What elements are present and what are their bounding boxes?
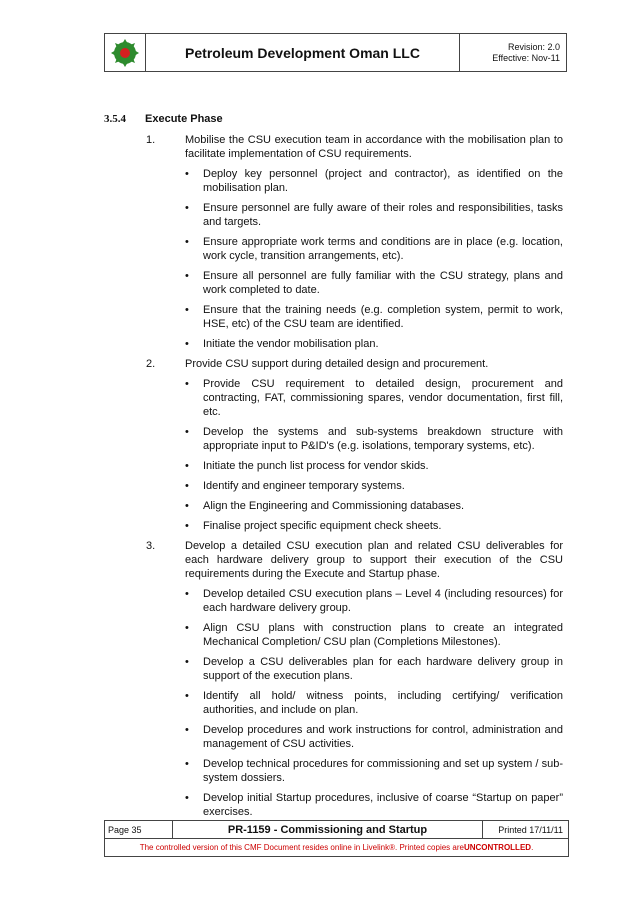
bullet-item [185, 425, 563, 453]
numbered-item [146, 133, 563, 161]
bullet-item [185, 337, 563, 351]
bullet-item [185, 499, 563, 513]
bullet-item [185, 655, 563, 683]
company-name: Petroleum Development Oman LLC [185, 44, 420, 61]
bullet-icon: • [185, 426, 189, 438]
bullet-text: Align CSU plans with construction plans to create an integrated Mechanical Completion/ CSU plan (Completions Milestones). [203, 622, 563, 648]
page-number: Page 35 [105, 821, 173, 838]
bullet-text: Provide CSU requirement to detailed design, procurement and contracting, FAT, commissioning spares, vendor documentation, first fill, etc. [203, 378, 563, 418]
bullet-item [185, 235, 563, 263]
control-notice [105, 839, 568, 856]
bullet-icon: • [185, 690, 189, 702]
bullet-icon: • [185, 480, 189, 492]
bullet-icon: • [185, 304, 189, 316]
section-body [146, 133, 563, 825]
bullet-icon: • [185, 520, 189, 532]
bullet-item [185, 459, 563, 473]
bullet-icon: • [185, 202, 189, 214]
item-number: 1. [146, 134, 156, 146]
document-title: PR-1159 - Commissioning and Startup [227, 823, 428, 836]
printed-date: Printed 17/11/11 [482, 821, 568, 838]
bullet-text: Develop the systems and sub-systems breakdown structure with appropriate input to P&ID's (e.g. isolations, temporary systems, etc). [203, 426, 563, 452]
revision-text: Revision: 2.0 [507, 41, 560, 52]
bullet-text: Develop technical procedures for commissioning and set up system / sub-system dossiers. [203, 758, 563, 784]
section-number: 3.5.4 [104, 113, 126, 125]
bullet-text: Ensure personnel are fully aware of their roles and responsibilities, tasks and targets. [203, 202, 563, 228]
bullet-text: Deploy key personnel (project and contractor), as identified on the mobilisation plan. [203, 168, 563, 194]
bullet-item [185, 167, 563, 195]
bullet-text: Develop procedures and work instructions for control, administration and management of CSU activities. [203, 724, 563, 750]
bullet-icon: • [185, 460, 189, 472]
bullet-icon: • [185, 792, 189, 804]
item-text: Mobilise the CSU execution team in accordance with the mobilisation plan to facilitate implementation of CSU requirements. [185, 134, 563, 160]
bullet-item [185, 723, 563, 751]
bullet-item [185, 479, 563, 493]
bullet-item [185, 201, 563, 229]
bullet-item [185, 587, 563, 615]
item-text: Provide CSU support during detailed design and procurement. [185, 358, 489, 370]
bullet-icon: • [185, 168, 189, 180]
bullet-item [185, 621, 563, 649]
numbered-item [146, 539, 563, 581]
effective-date: Effective: Nov-11 [492, 52, 560, 63]
notice-text: The controlled version of this CMF Document resides online in Livelink®. Printed copies are [139, 843, 464, 852]
notice-end: . [531, 843, 534, 852]
section-heading [104, 113, 223, 125]
bullet-text: Develop a CSU deliverables plan for each hardware delivery group in support of the execution plans. [203, 656, 563, 682]
bullet-text: Align the Engineering and Commissioning databases. [203, 500, 465, 512]
bullet-item [185, 377, 563, 419]
bullet-item [185, 689, 563, 717]
bullet-text: Identify and engineer temporary systems. [203, 480, 405, 492]
bullet-item [185, 757, 563, 785]
revision-box [459, 34, 566, 71]
item-number: 3. [146, 540, 156, 552]
bullet-icon: • [185, 500, 189, 512]
bullet-icon: • [185, 622, 189, 634]
page-header [104, 33, 567, 72]
bullet-text: Identify all hold/ witness points, including certifying/ verification authorities, and include on plan. [203, 690, 563, 716]
bullet-icon: • [185, 378, 189, 390]
section-title: Execute Phase [145, 113, 223, 125]
bullet-icon: • [185, 236, 189, 248]
bullet-text: Finalise project specific equipment check sheets. [203, 520, 442, 532]
bullet-text: Develop detailed CSU execution plans – Level 4 (including resources) for each hardware delivery group. [203, 588, 563, 614]
bullet-icon: • [185, 270, 189, 282]
numbered-item [146, 357, 563, 371]
pdo-logo-icon [111, 39, 139, 67]
bullet-icon: • [185, 588, 189, 600]
bullet-text: Ensure that the training needs (e.g. completion system, permit to work, HSE, etc) of the CSU team are identified. [203, 304, 563, 330]
bullet-text: Initiate the vendor mobilisation plan. [203, 338, 379, 350]
bullet-item [185, 269, 563, 297]
notice-uncontrolled: UNCONTROLLED [463, 843, 532, 852]
bullet-icon: • [185, 724, 189, 736]
bullet-text: Develop initial Startup procedures, inclusive of coarse “Startup on paper” exercises. [203, 792, 563, 818]
bullet-item [185, 303, 563, 331]
item-text: Develop a detailed CSU execution plan and related CSU deliverables for each hardware delivery group to support their execution of the CSU requirements during the Execute and Startup phase. [185, 540, 563, 580]
company-logo [105, 34, 146, 71]
page-footer [104, 820, 569, 857]
bullet-item [185, 791, 563, 819]
bullet-icon: • [185, 656, 189, 668]
item-number: 2. [146, 358, 156, 370]
bullet-text: Ensure all personnel are fully familiar with the CSU strategy, plans and work completed to date. [203, 270, 563, 296]
bullet-item [185, 519, 563, 533]
bullet-icon: • [185, 758, 189, 770]
bullet-text: Ensure appropriate work terms and conditions are in place (e.g. location, work cycle, transition arrangements, etc). [203, 236, 563, 262]
bullet-text: Initiate the punch list process for vendor skids. [203, 460, 429, 472]
bullet-icon: • [185, 338, 189, 350]
